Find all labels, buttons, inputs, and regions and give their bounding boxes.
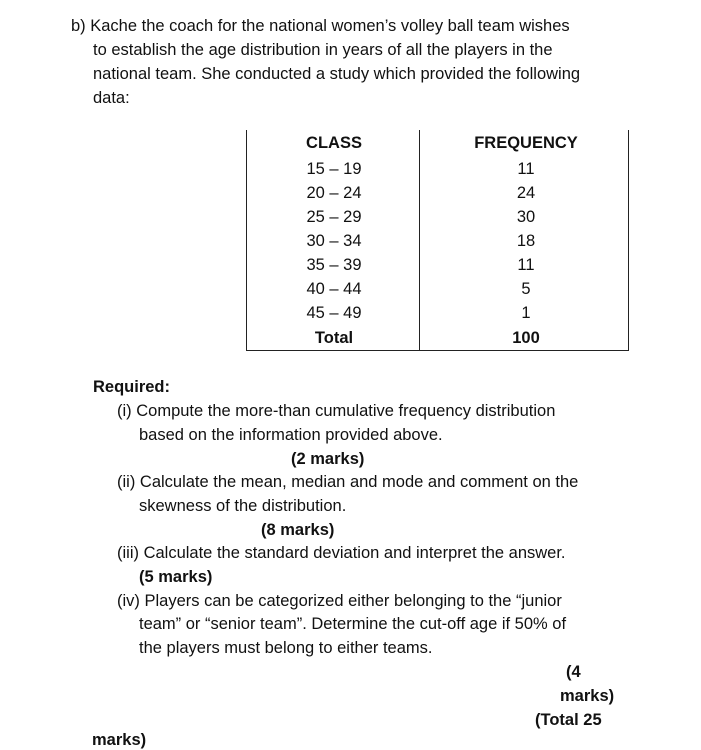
part-iii-marks: (5 marks) <box>139 568 213 586</box>
question-line-2: to establish the age distribution in years of all the players in the <box>93 41 553 59</box>
table-border-right <box>628 130 629 351</box>
part-iv-marks-b: marks) <box>560 687 615 705</box>
frequency-cell: 11 <box>517 256 535 274</box>
part-iv-line-3: the players must belong to either teams. <box>139 639 433 657</box>
part-iv-line-1: (iv) Players can be categorized either belonging to the “junior <box>117 592 562 610</box>
total-label: Total <box>314 329 354 347</box>
cut-off-text: marks) <box>92 731 147 749</box>
part-i-line-1: (i) Compute the more-than cumulative frequency distribution <box>117 402 556 420</box>
part-ii-line-2: skewness of the distribution. <box>139 497 347 515</box>
frequency-table <box>246 130 629 351</box>
question-line-3: national team. She conducted a study which provided the following <box>93 65 581 83</box>
class-cell: 45 – 49 <box>306 304 362 322</box>
frequency-cell: 1 <box>521 304 531 322</box>
question-line-1: b) Kache the coach for the national women’s volley ball team wishes <box>71 17 570 35</box>
table-border-left <box>246 130 247 351</box>
class-cell: 20 – 24 <box>306 184 362 202</box>
table-column-divider <box>419 130 420 351</box>
class-cell: 15 – 19 <box>306 160 362 178</box>
table-border-bottom <box>246 350 629 351</box>
class-cell: 35 – 39 <box>306 256 362 274</box>
table-header-class: CLASS <box>306 134 362 152</box>
frequency-cell: 24 <box>516 184 536 202</box>
frequency-cell: 5 <box>521 280 531 298</box>
class-cell: 25 – 29 <box>306 208 362 226</box>
part-iv-marks-a: (4 <box>566 663 581 681</box>
part-iv-line-2: team” or “senior team”. Determine the cut-off age if 50% of <box>139 615 567 633</box>
part-ii-marks: (8 marks) <box>261 521 335 539</box>
class-cell: 30 – 34 <box>306 232 362 250</box>
part-iii-line-1: (iii) Calculate the standard deviation and interpret the answer. <box>117 544 566 562</box>
frequency-cell: 18 <box>516 232 536 250</box>
frequency-cell: 30 <box>516 208 536 226</box>
part-ii-line-1: (ii) Calculate the mean, median and mode and comment on the <box>117 473 579 491</box>
part-i-marks: (2 marks) <box>291 450 365 468</box>
total-marks: (Total 25 <box>535 711 602 729</box>
frequency-cell: 11 <box>517 160 535 178</box>
part-i-line-2: based on the information provided above. <box>139 426 443 444</box>
class-cell: 40 – 44 <box>306 280 362 298</box>
required-heading: Required: <box>93 378 171 396</box>
total-value: 100 <box>512 329 540 347</box>
table-header-frequency: FREQUENCY <box>474 134 578 152</box>
question-line-4: data: <box>93 89 130 107</box>
